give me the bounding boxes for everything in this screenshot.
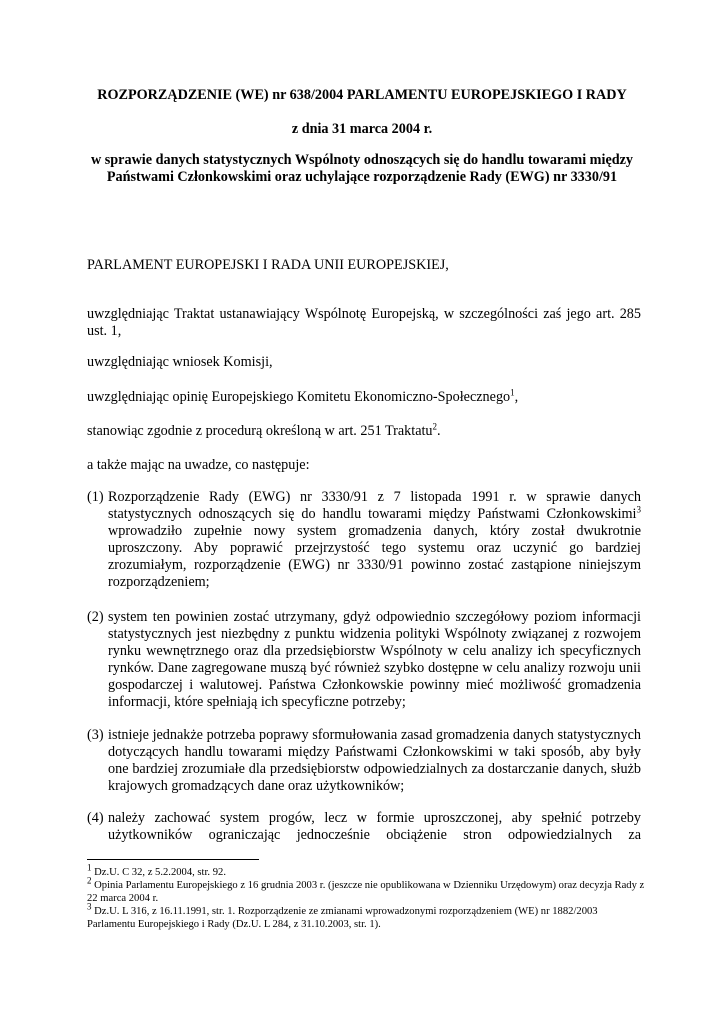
footnote-ref-3: 3 <box>636 504 641 515</box>
recital-item-number: (3) <box>87 727 104 743</box>
recital-treaty: uwzględniając Traktat ustanawiający Wspólnotę Europejską, w szczególności zaś jego art. 285 ust. 1, <box>87 306 641 339</box>
recital-committee <box>87 389 641 406</box>
footnote-text: Dz.U. L 316, z 16.11.1991, str. 1. Rozporządzenie ze zmianami wprowadzonymi rozporządzeniem (WE) nr 1882/2003 Parlamentu Europejskiego i Rady (Dz.U. L 284, z 31.10.2003, str. 1). <box>87 906 598 930</box>
footnote-text: Opinia Parlamentu Europejskiego z 16 grudnia 2003 r. (jeszcze nie opublikowana w Dzienniku Urzędowym) oraz decyzja Rady z 22 marca 2004 r. <box>87 880 645 904</box>
recital-item-3 <box>87 727 641 795</box>
footnote-3 <box>87 901 647 931</box>
footnote-mark: 3 <box>87 901 92 912</box>
recital-item-text-cont: wprowadziło zupełnie nowy system gromadzenia danych, który został dwukrotnie uproszczony. Aby poprawić przejrzystość tego systemu oraz uczynić go bardziej zrozumiałym, rozporządzenie (EWG) nr 3330/91 powinno zostać zastąpione niniejszym rozporządzeniem; <box>108 523 641 590</box>
whereas-intro: a także mając na uwadze, co następuje: <box>87 457 310 473</box>
footnote-2 <box>87 875 647 905</box>
recital-item-number: (4) <box>87 810 104 826</box>
recital-item-4 <box>87 810 641 844</box>
footnote-mark: 1 <box>87 862 92 873</box>
regulation-title: ROZPORZĄDZENIE (WE) nr 638/2004 PARLAMENTU EUROPEJSKIEGO I RADY <box>97 87 627 103</box>
footnote-text: Dz.U. C 32, z 5.2.2004, str. 92. <box>91 867 226 878</box>
footnote-ref-2: 2 <box>432 421 438 432</box>
recital-item-number: (1) <box>87 489 104 505</box>
recital-item-body: należy zachować system progów, lecz w formie uproszczonej, aby spełnić potrzeby użytkowników ograniczając jednocześnie obciążenie stron odpowiedzialnych za <box>108 810 641 843</box>
enacting-authorities: PARLAMENT EUROPEJSKI I RADA UNII EUROPEJSKIEJ, <box>87 257 449 273</box>
recital-commission: uwzględniając wniosek Komisji, <box>87 354 273 370</box>
footnote-1 <box>87 862 647 880</box>
regulation-subject: w sprawie danych statystycznych Wspólnoty odnoszących się do handlu towarami między Państwami Członkowskimi oraz uchylające rozporządzenie Rady (EWG) nr 3330/91 <box>90 152 634 185</box>
recital-committee-text: uwzględniając opinię Europejskiego Komitetu Ekonomiczno-Społecznego <box>87 389 511 405</box>
recital-item-1 <box>87 489 641 591</box>
regulation-date: z dnia 31 marca 2004 r. <box>291 121 433 137</box>
recital-procedure-end: . <box>437 423 441 439</box>
footnote-mark: 2 <box>87 875 92 886</box>
recital-item-body: istnieje jednakże potrzeba poprawy sformułowania zasad gromadzenia danych statystycznych dotyczących handlu towarami między Państwami Członkowskimi w taki sposób, aby były one bardziej zrozumiałe dla przedsiębiorstw odpowiedzialnych za dostarczanie danych, służb krajowych gromadzących dane oraz użytkowników; <box>108 727 641 794</box>
recital-procedure <box>87 423 641 440</box>
footnote-separator <box>87 859 259 860</box>
recital-item-body <box>108 489 641 591</box>
recital-item-number: (2) <box>87 609 104 625</box>
recital-procedure-text: stanowiąc zgodnie z procedurą określoną w art. 251 Traktatu <box>87 423 433 439</box>
recital-item-body: system ten powinien zostać utrzymany, gdyż odpowiednio szczegółowy poziom informacji statystycznych jest niezbędny z punktu widzenia polityki Wspólnoty związanej z rozwojem rynku wewnętrznego oraz dla przedsiębiorstw Wspólnoty w celu analizy ich specyficznych rynków. Dane zagregowane muszą być również szybko dostępne w celu analizy rozwoju unii gospodarczej i walutowej. Państwa Członkowskie powinny mieć możliwość gromadzenia informacji, które spełniają ich specyficzne potrzeby; <box>108 609 641 710</box>
footnote-ref-1: 1 <box>510 387 515 398</box>
recital-item-text: Rozporządzenie Rady (EWG) nr 3330/91 z 7 listopada 1991 r. w sprawie danych statystycznych odnoszących się do handlu towarami między Państwami Członkowskimi <box>108 489 641 522</box>
recital-committee-end: , <box>514 389 519 405</box>
recital-item-2 <box>87 609 641 711</box>
